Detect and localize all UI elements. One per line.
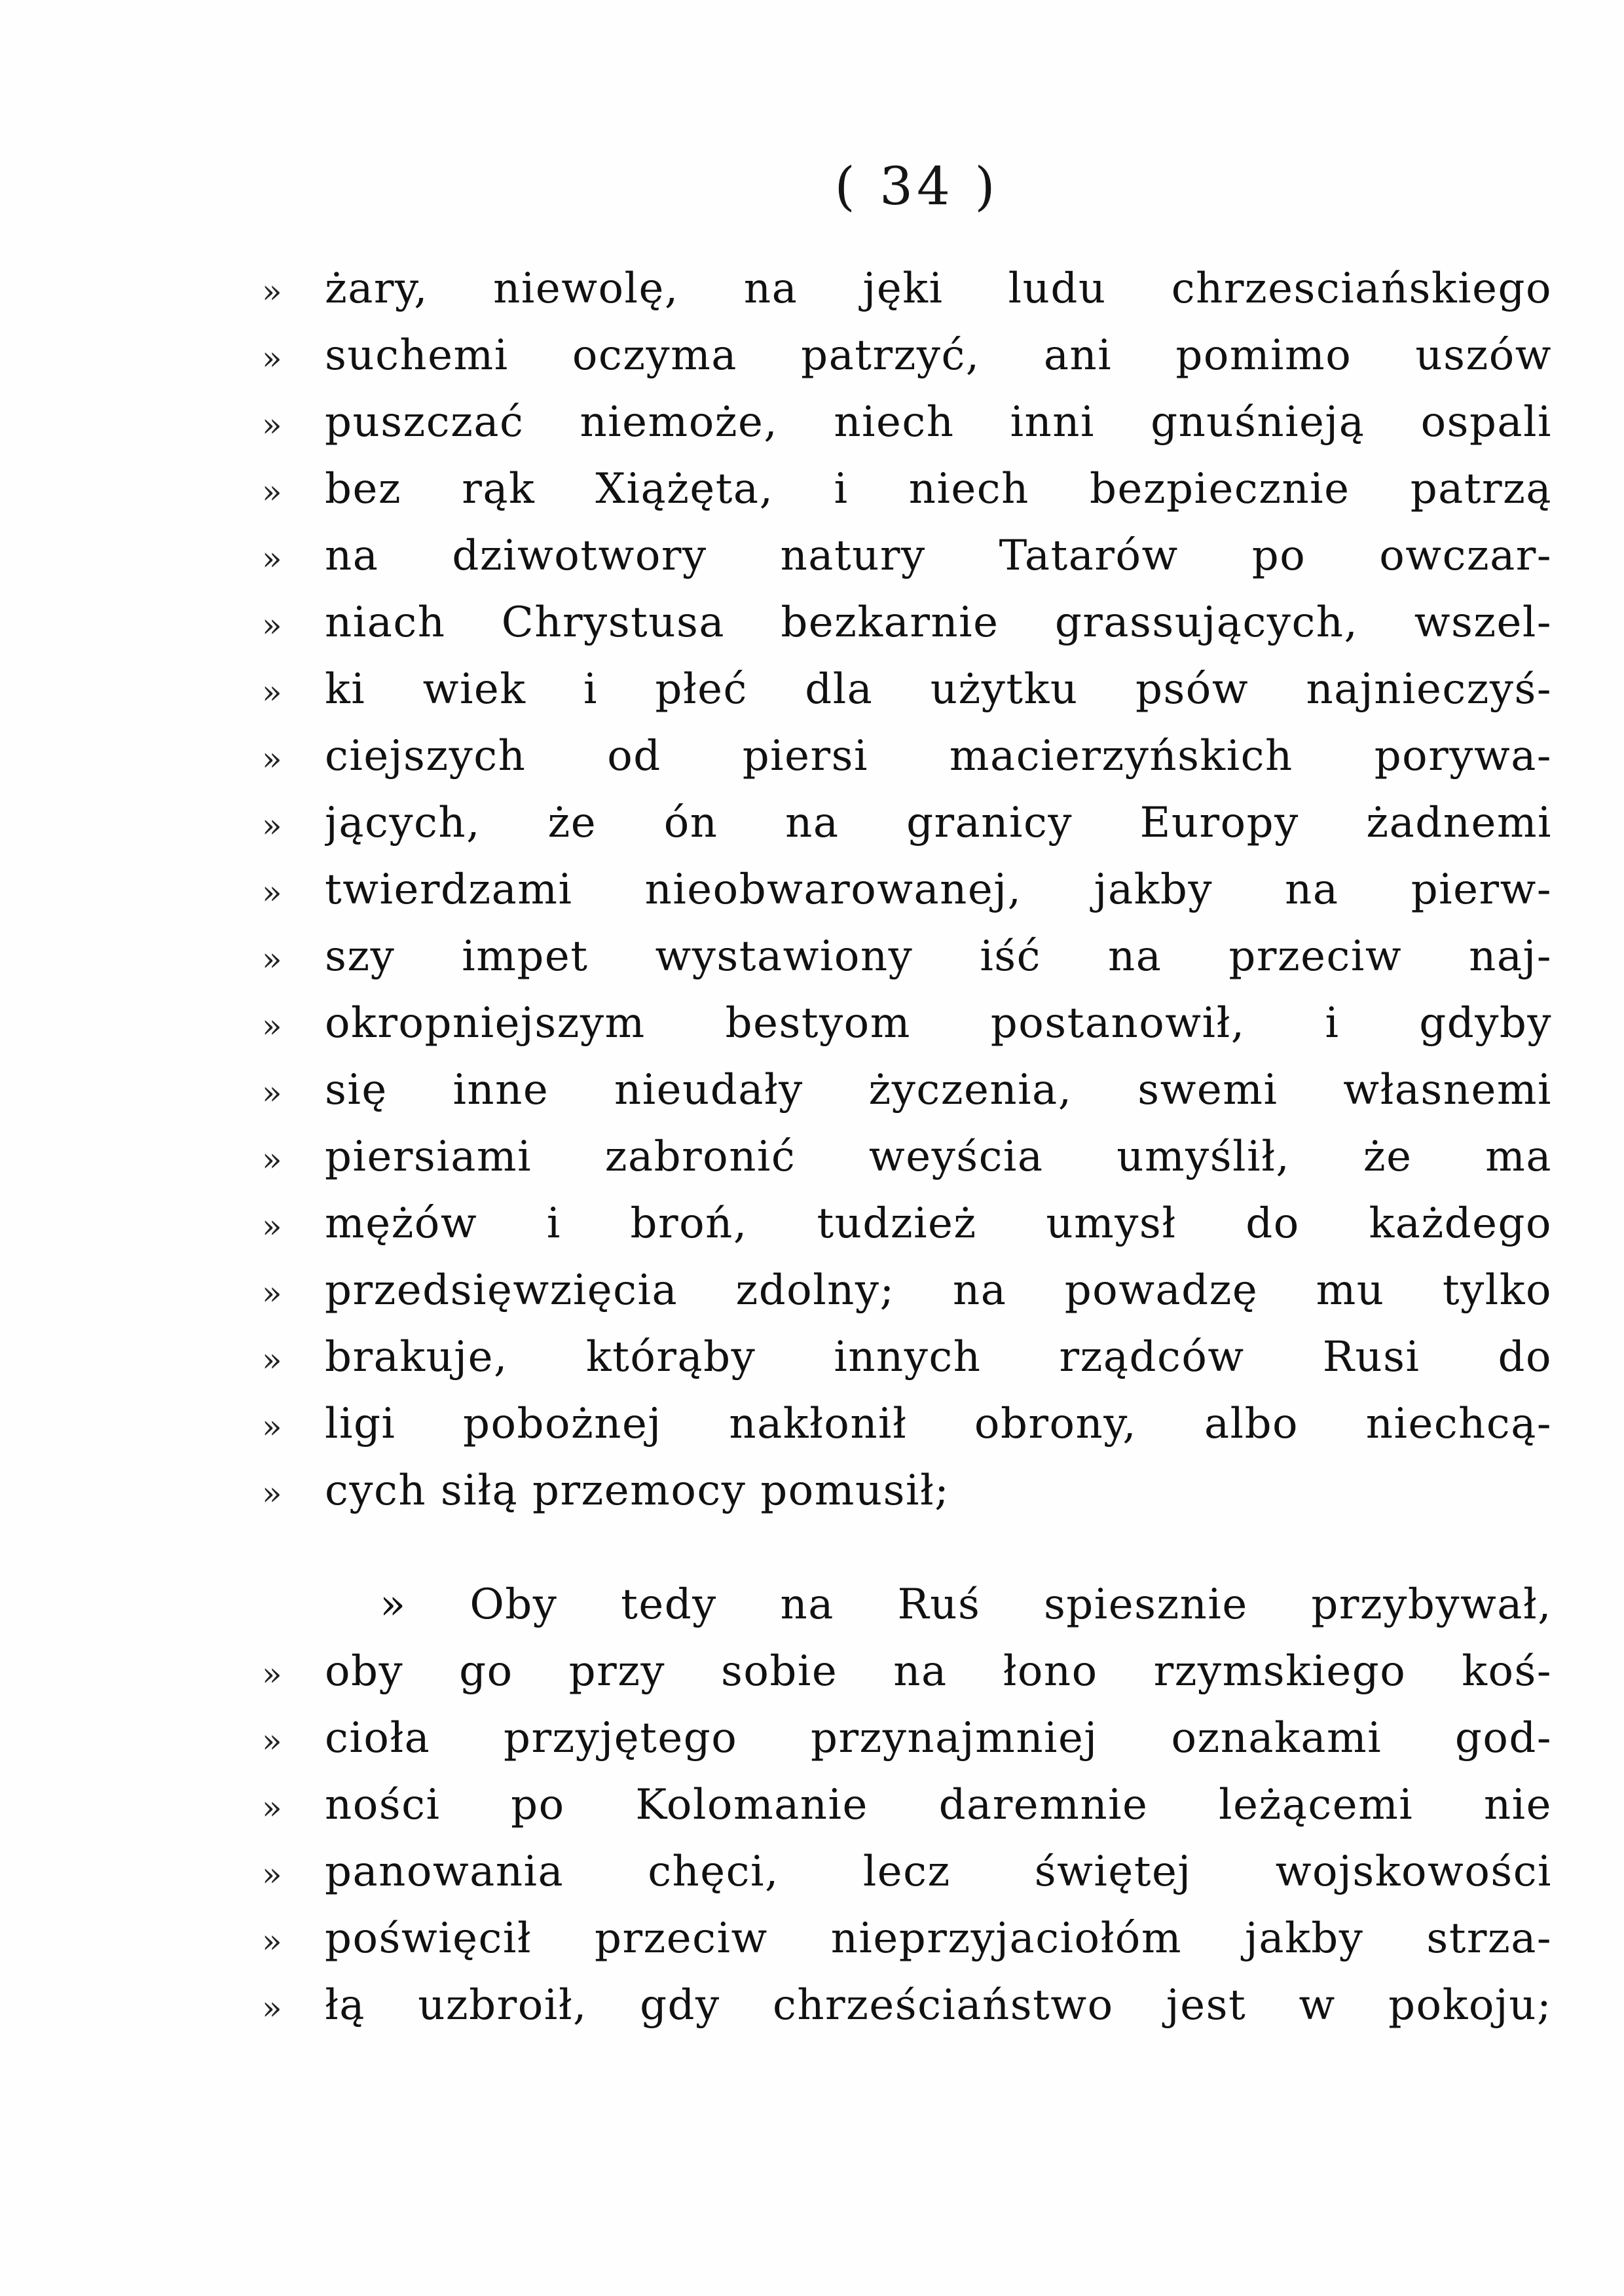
text-line — [262, 456, 1552, 522]
line-text: cych siłą przemocy pomusił; — [325, 1467, 950, 1515]
quote-mark: » — [262, 1408, 282, 1446]
text-line — [262, 589, 1552, 656]
quote-mark: » — [262, 339, 282, 377]
quote-mark: » — [262, 1474, 282, 1512]
quote-mark: » — [262, 1274, 282, 1312]
text-line — [262, 1324, 1552, 1391]
page-number: ( 34 ) — [834, 156, 999, 217]
quote-mark: » — [262, 1989, 282, 2027]
line-text: okropniejszym bestyom postanowił, i gdyby — [325, 999, 1552, 1048]
text-line — [262, 1057, 1552, 1123]
text-line — [262, 522, 1552, 589]
text-line — [262, 1838, 1552, 1905]
text-line — [262, 856, 1552, 923]
quote-mark: » — [262, 940, 282, 978]
text-line — [262, 1257, 1552, 1324]
line-text: ności po Kolomanie daremnie leżącemi nie — [325, 1781, 1552, 1829]
line-text: przedsięwzięcia zdolny; na powadzę mu tylko — [325, 1266, 1552, 1315]
text-line — [262, 723, 1552, 790]
quote-mark: » — [262, 539, 282, 577]
quote-mark: » — [262, 1207, 282, 1245]
line-text: brakuje, którąby innych rządców Rusi do — [325, 1333, 1552, 1381]
quote-mark: » — [262, 807, 282, 845]
text-line — [262, 322, 1552, 389]
quote-mark: » — [262, 473, 282, 511]
line-text: » Oby tedy na Ruś spiesznie przybywał, — [380, 1580, 1552, 1629]
text-line — [262, 790, 1552, 856]
quote-mark: » — [262, 272, 282, 310]
quote-mark: » — [262, 1655, 282, 1693]
line-text: twierdzami nieobwarowanej, jakby na pierw- — [325, 866, 1552, 914]
text-line — [262, 1571, 1552, 1638]
quote-mark: » — [262, 1074, 282, 1112]
quote-mark: » — [262, 606, 282, 644]
text-line — [262, 656, 1552, 723]
line-text: piersiami zabronić weyścia umyślił, że ma — [325, 1133, 1552, 1181]
line-text: panowania chęci, lecz świętej wojskowości — [325, 1848, 1552, 1896]
text-line — [262, 1772, 1552, 1838]
text-line — [262, 923, 1552, 990]
quote-mark: » — [262, 873, 282, 911]
line-text: jących, że ón na granicy Europy żadnemi — [325, 799, 1552, 847]
line-text: mężów i broń, tudzież umysł do każdego — [325, 1199, 1552, 1248]
text-line — [262, 1905, 1552, 1972]
line-text: suchemi oczyma patrzyć, ani pomimo uszów — [325, 331, 1552, 380]
line-text: ki wiek i płeć dla użytku psów najnieczyś- — [325, 665, 1552, 714]
text-line — [262, 1123, 1552, 1190]
quote-mark: » — [262, 406, 282, 444]
line-text: ciejszych od piersi macierzyńskich porywa- — [325, 732, 1552, 780]
quote-mark: » — [262, 1341, 282, 1379]
text-line — [262, 1457, 1552, 1524]
text-line — [262, 990, 1552, 1057]
line-text: się inne nieudały życzenia, swemi własnemi — [325, 1066, 1552, 1114]
quote-mark: » — [262, 740, 282, 778]
text-line — [262, 1391, 1552, 1457]
line-text: puszczać niemoże, niech inni gnuśnieją ospali — [325, 398, 1552, 446]
paragraph-1 — [262, 255, 1552, 1524]
quote-mark: » — [262, 1007, 282, 1045]
text-line — [262, 255, 1552, 322]
line-text: oby go przy sobie na łono rzymskiego koś- — [325, 1647, 1552, 1696]
quote-mark: » — [262, 1140, 282, 1178]
line-text: niach Chrystusa bezkarnie grassujących, wszel- — [325, 598, 1552, 647]
line-text: cioła przyjętego przynajmniej oznakami god- — [325, 1714, 1552, 1762]
quote-mark: » — [262, 1922, 282, 1960]
line-text: ligi pobożnej nakłonił obrony, albo niechcą- — [325, 1400, 1552, 1448]
text-line — [262, 1190, 1552, 1257]
text-line — [262, 1705, 1552, 1772]
line-text: poświęcił przeciw nieprzyjaciołóm jakby strza- — [325, 1914, 1552, 1963]
line-text: bez rąk Xiążęta, i niech bezpiecznie patrzą — [325, 465, 1552, 513]
paragraph-2 — [262, 1571, 1552, 2039]
line-text: szy impet wystawiony iść na przeciw naj- — [325, 932, 1552, 981]
text-line — [262, 1638, 1552, 1705]
text-line — [262, 389, 1552, 456]
quote-mark: » — [262, 1789, 282, 1827]
line-text: łą uzbroił, gdy chrześciaństwo jest w pokoju; — [325, 1981, 1552, 2030]
quote-mark: » — [262, 673, 282, 711]
quote-mark: » — [262, 1722, 282, 1760]
line-text: na dziwotwory natury Tatarów po owczar- — [325, 532, 1552, 580]
line-text: żary, niewolę, na jęki ludu chrzesciańskiego — [325, 264, 1552, 313]
quote-mark: » — [262, 1855, 282, 1893]
text-line — [262, 1972, 1552, 2039]
